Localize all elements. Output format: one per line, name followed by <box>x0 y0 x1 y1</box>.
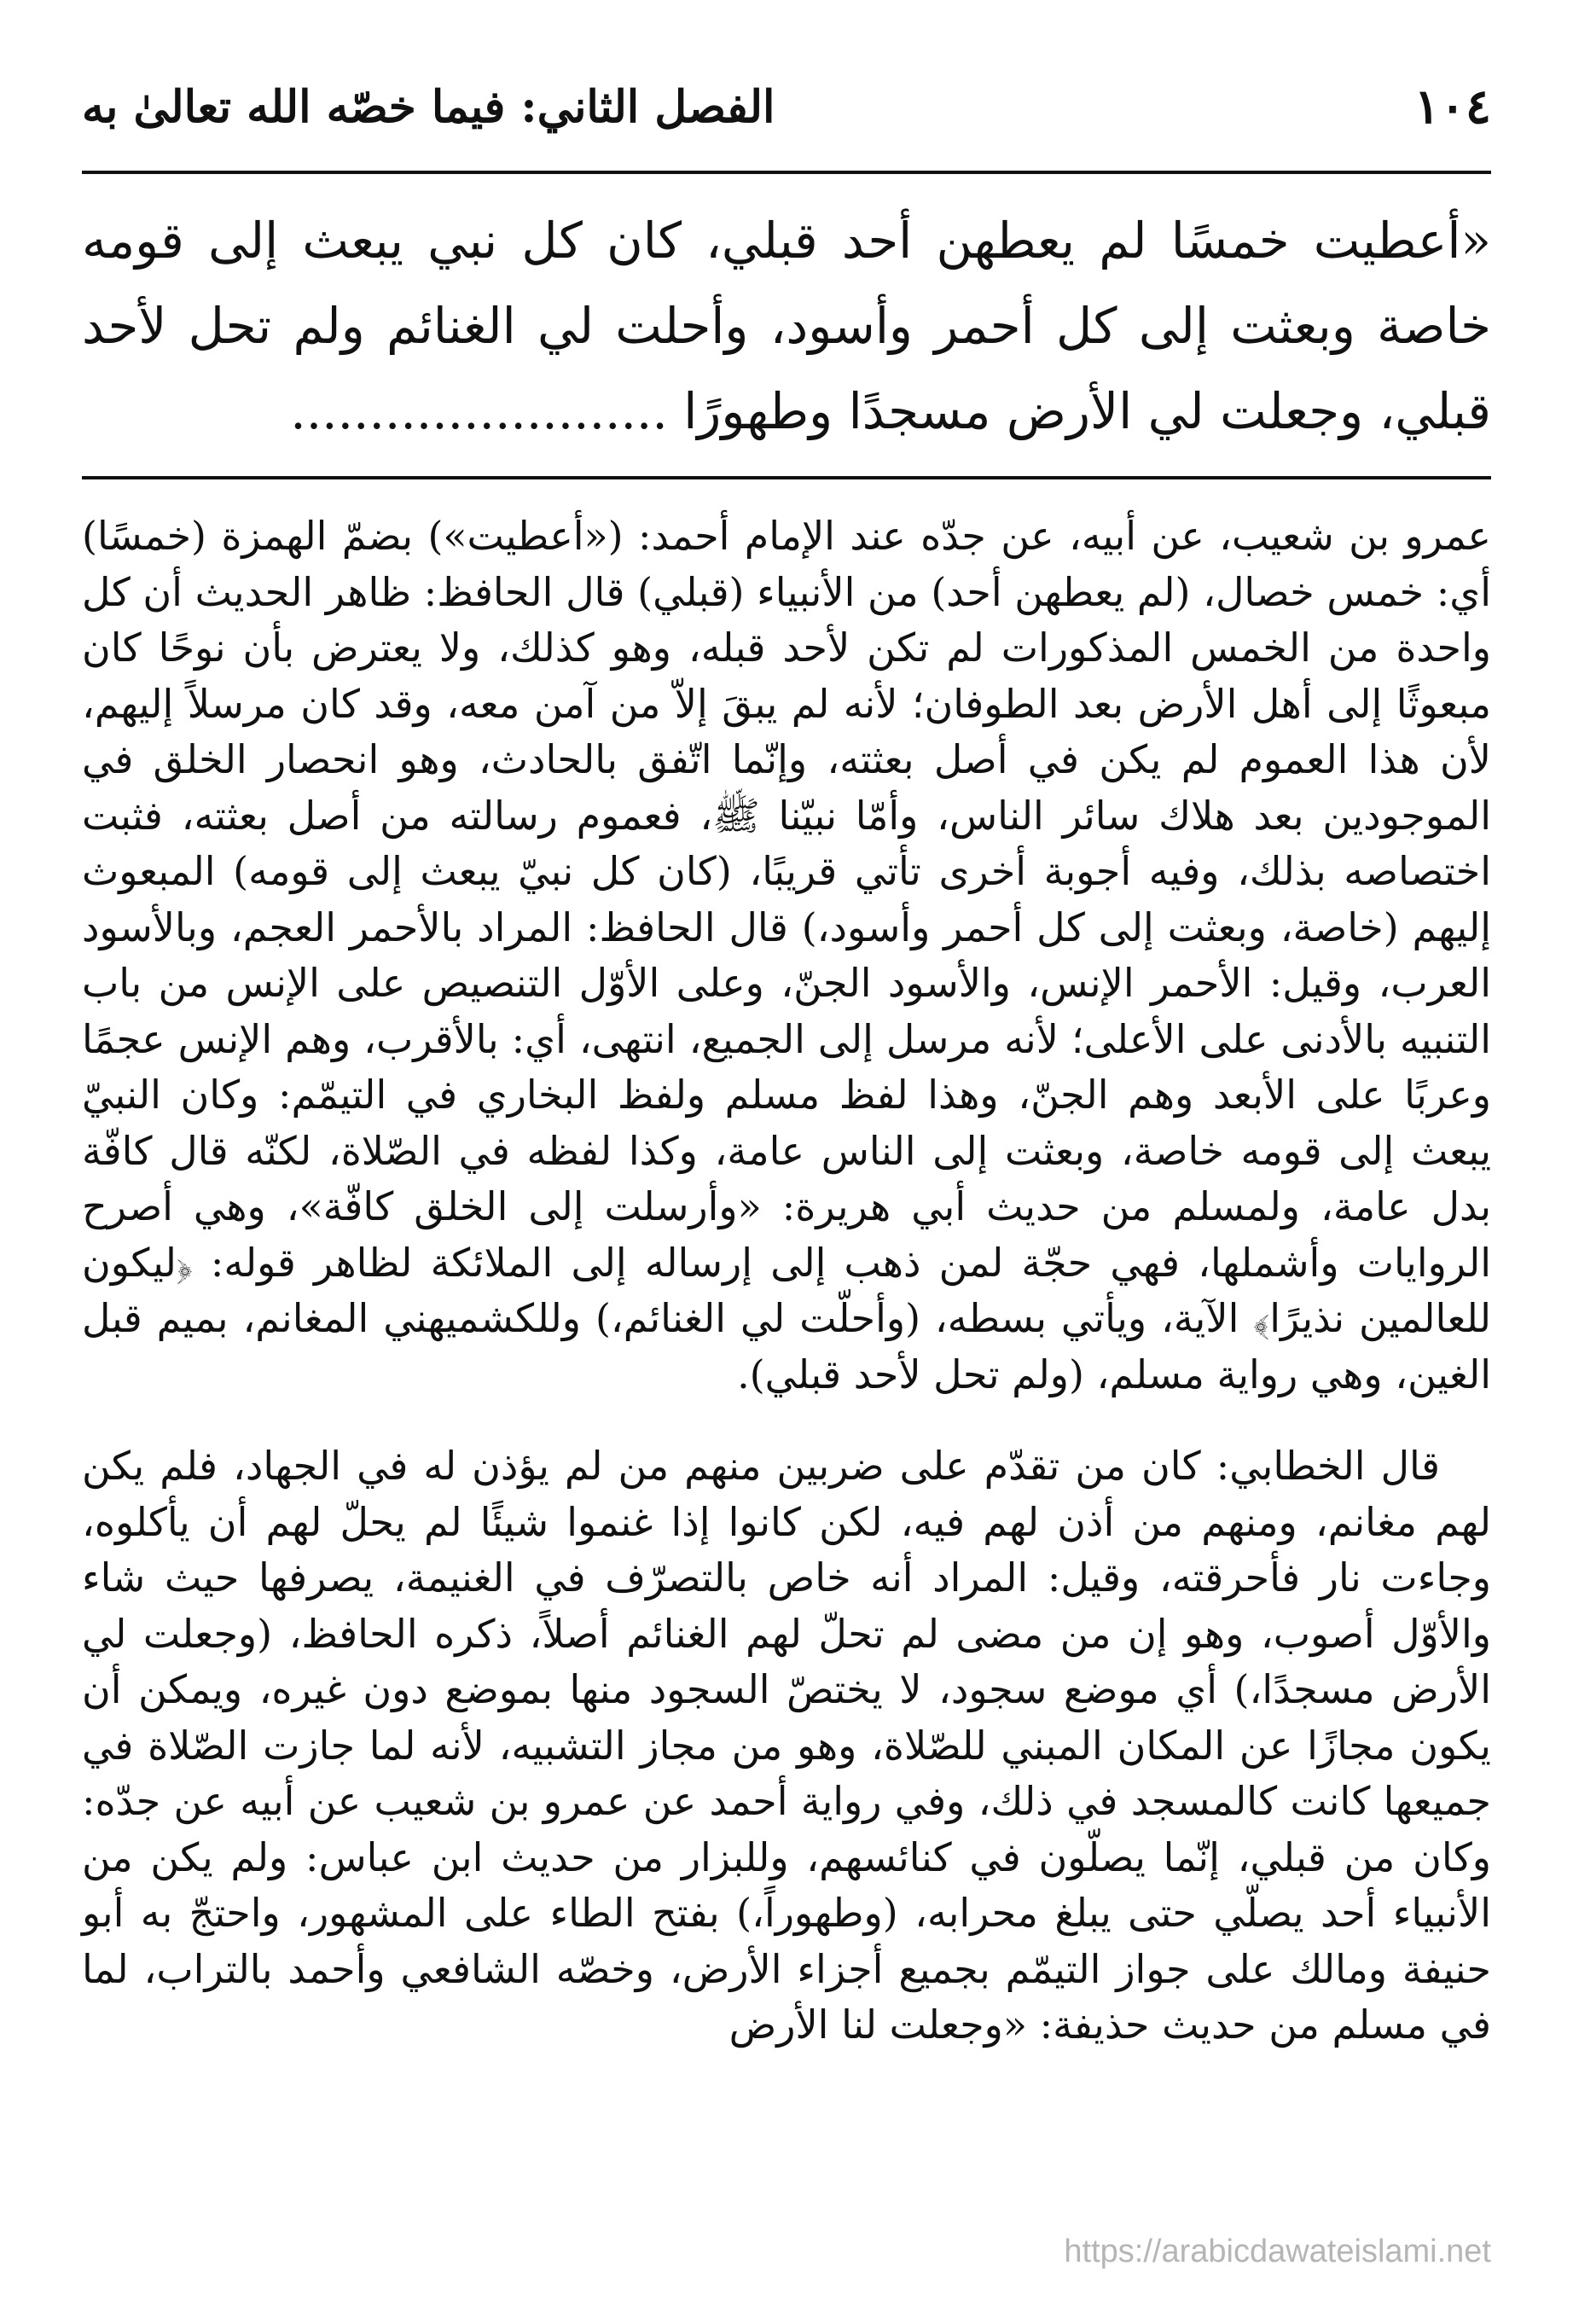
page-header <box>82 60 1491 154</box>
hadith-text: «أعطيت خمسًا لم يعطهن أحد قبلي، كان كل نبي يبعث إلى قومه خاصة وبعثت إلى كل أحمر وأسود، وأحلت لي الغنائم ولم تحل لأحد قبلي، وجعلت لي الأرض مسجدًا وطهورًا ........................ <box>82 212 1491 440</box>
commentary-paragraph: عمرو بن شعيب، عن أبيه، عن جدّه عند الإمام أحمد: («أعطيت») بضمّ الهمزة (خمسًا) أي: خمس خصال، (لم يعطهن أحد) من الأنبياء (قبلي) قال الحافظ: ظاهر الحديث أن كل واحدة من الخمس المذكورات لم تكن لأحد قبله، وهو كذلك، ولا يعترض بأن نوحًا كان مبعوثًا إلى أهل الأرض بعد الطوفان؛ لأنه لم يبقَ إلاّ من آمن معه، وقد كان مرسلاً إليهم، لأن هذا العموم لم يكن في أصل بعثته، وإنّما اتّفق بالحادث، وهو انحصار الخلق في الموجودين بعد هلاك سائر الناس، وأمّا نبيّنا ﷺ، فعموم رسالته من أصل بعثته، فثبت اختصاصه بذلك، وفيه أجوبة أخرى تأتي قريبًا، (كان كل نبيّ يبعث إلى قومه) المبعوث إليهم (خاصة، وبعثت إلى كل أحمر وأسود،) قال الحافظ: المراد بالأحمر العجم، وبالأسود العرب، وقيل: الأحمر الإنس، والأسود الجنّ، وعلى الأوّل التنصيص على الإنس من باب التنبيه بالأدنى على الأعلى؛ لأنه مرسل إلى الجميع، انتهى، أي: بالأقرب، وهم الإنس عجمًا وعربًا على الأبعد وهم الجنّ، وهذا لفظ مسلم ولفظ البخاري في التيمّم: وكان النبيّ يبعث إلى قومه خاصة، وبعثت إلى الناس عامة، وكذا لفظه في الصّلاة، لكنّه قال كافّة بدل عامة، ولمسلم من حديث أبي هريرة: «وأرسلت إلى الخلق كافّة»، وهي أصرح الروايات وأشملها، فهي حجّة لمن ذهب إلى إرساله إلى الملائكة لظاهر قوله: ﴿ليكون للعالمين نذيرًا﴾ الآية، ويأتي بسطه، (وأحلّت لي الغنائم،) وللكشميهني المغانم، بميم قبل الغين، وهي رواية مسلم، (ولم تحل لأحد قبلي). <box>82 513 1492 1397</box>
page-number: ١٠٤ <box>1413 78 1491 135</box>
header-rule <box>82 171 1491 174</box>
watermark-url: https://arabicdawateislami.net <box>1064 2234 1491 2269</box>
commentary <box>82 508 1491 2054</box>
running-title: الفصل الثاني: فيما خصّه الله تعالىٰ به <box>82 80 775 133</box>
commentary-paragraph: قال الخطابي: كان من تقدّم على ضربين منهم من لم يؤذن له في الجهاد، فلم يكن لهم مغانم، ومنهم من أذن لهم فيه، لكن كانوا إذا غنموا شيئًا لم يحلّ لهم أن يأكلوه، وجاءت نار فأحرقته، وقيل: المراد أنه خاص بالتصرّف في الغنيمة، يصرفها حيث شاء والأوّل أصوب، وهو إن من مضى لم تحلّ لهم الغنائم أصلاً، ذكره الحافظ، (وجعلت لي الأرض مسجدًا،) أي موضع سجود، لا يختصّ السجود منها بموضع دون غيره، ويمكن أن يكون مجازًا عن المكان المبني للصّلاة، وهو من مجاز التشبيه، لأنه لما جازت الصّلاة في جميعها كانت كالمسجد في ذلك، وفي رواية أحمد عن عمرو بن شعيب عن أبيه عن جدّه: وكان من قبلي، إنّما يصلّون في كنائسهم، وللبزار من حديث ابن عباس: ولم يكن من الأنبياء أحد يصلّي حتى يبلغ محرابه، (وطهوراً،) بفتح الطاء على المشهور، واحتجّ به أبو حنيفة ومالك على جواز التيمّم بجميع أجزاء الأرض، وخصّه الشافعي وأحمد بالتراب، لما في مسلم من حديث حذيفة: «وجعلت لنا الأرض <box>82 1443 1491 2048</box>
section-divider <box>82 476 1491 479</box>
